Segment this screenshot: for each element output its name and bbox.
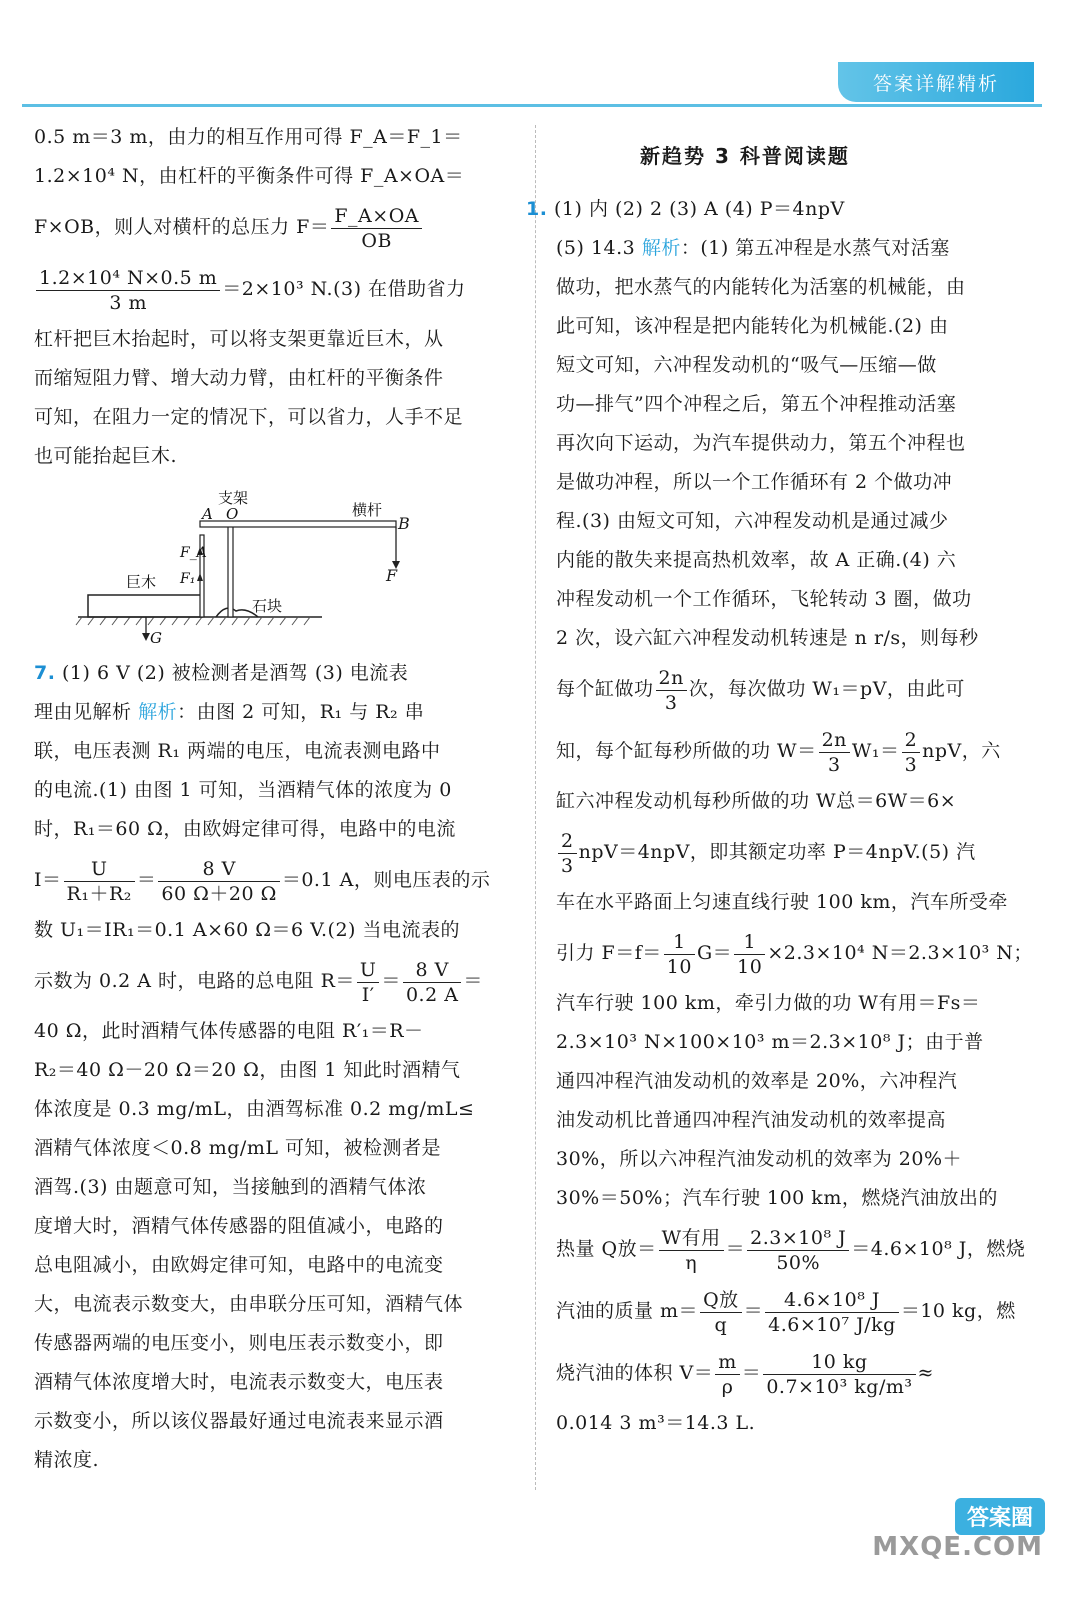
text-line: 缸六冲程发动机每秒所做的功 W总＝6W＝6× <box>556 790 957 812</box>
text-line: 每个缸做功 $\frac{2n}{3}$ 次，每次做功 W₁＝pV，由此可 <box>556 666 965 714</box>
text-line: 30%，所以六冲程汽油发动机的效率为 20%＋ <box>556 1148 963 1170</box>
right-column <box>526 190 1033 1443</box>
text-line: 0.014 3 m³＝14.3 L. <box>556 1412 756 1434</box>
text-line: 体浓度是 0.3 mg/mL，由酒驾标准 0.2 mg/mL≤ <box>34 1098 475 1120</box>
text-line: 总电阻减小，由欧姆定律可知，电路中的电流变 <box>34 1254 444 1276</box>
text-line: 功—排气”四个冲程之后，第五个冲程推动活塞 <box>556 393 957 415</box>
text-line: 内能的散失来提高热机效率，故 A 正确.(4) 六 <box>556 549 957 571</box>
text-line: 做功，把水蒸气的内能转化为活塞的机械能，由 <box>556 276 966 298</box>
label-zhijia: 支架 <box>218 489 249 507</box>
text-line: 而缩短阻力臂、增大动力臂，由杠杆的平衡条件 <box>34 367 444 389</box>
fraction: $\frac{\text{1.2×10⁴ N×0.5 m}}{3 m}$ <box>36 266 220 315</box>
text-line: 的电流.(1) 由图 1 可知，当酒精气体的浓度为 0 <box>34 779 452 801</box>
text-line: 酒驾.(3) 由题意可知，当接触到的酒精气体浓 <box>34 1176 427 1198</box>
label-F: F <box>386 566 398 585</box>
label-O: O <box>226 505 239 523</box>
text-line: 示数变小，所以该仪器最好通过电流表来显示酒 <box>34 1410 444 1432</box>
lever-diagram <box>76 485 383 647</box>
section-tab: 答案详解精析 <box>838 62 1034 102</box>
label-jumu: 巨木 <box>126 573 157 591</box>
text-line: 引力 F＝f＝ $\frac{1}{10}$ G＝ $\frac{1}{10}$ ×2.3×10⁴ N＝2.3×10³ N； <box>556 930 1033 978</box>
text-line: 汽油的质量 m＝ $\frac{\text{Q放}}{q}$ ＝ $\frac{\text{4.6×10⁸ J}}{\text{4.6×10⁷ J/kg}}$ ＝10 kg，燃 <box>556 1288 1016 1336</box>
text-line: 1. (1) 内 (2) 2 (3) A (4) P＝4npV <box>526 198 845 220</box>
text-line: 2.3×10³ N×100×10³ m＝2.3×10⁸ J；由于普 <box>556 1031 984 1053</box>
text-line: 30%＝50%；汽车行驶 100 km，燃烧汽油放出的 <box>556 1187 998 1209</box>
text-line: 热量 Q放＝ $\frac{\text{W有用}}{\eta}$ ＝ $\frac{\text{2.3×10⁸ J}}{50\%}$ ＝4.6×10⁸ J，燃烧 <box>556 1226 1026 1274</box>
text-line: 40 Ω，此时酒精气体传感器的电阻 R′₁＝R－ <box>34 1020 424 1042</box>
label-G: G <box>150 629 162 647</box>
text-line: 知，每个缸每秒所做的功 W＝ $\frac{2n}{3}$ W₁＝ $\frac{2}{3}$ npV，六 <box>556 728 1001 776</box>
text-line: 通四冲程汽油发动机的效率是 20%，六冲程汽 <box>556 1070 958 1092</box>
section-title: 新趋势 3 科普阅读题 <box>640 144 850 168</box>
text-line: 程.(3) 由短文可知，六冲程发动机是通过减少 <box>556 510 949 532</box>
text-line: 冲程发动机一个工作循环，飞轮转动 3 圈，做功 <box>556 588 972 610</box>
text-line: 2 次，设六缸六冲程发动机转速是 n r/s，则每秒 <box>556 627 979 649</box>
text-line: 再次向下运动，为汽车提供动力，第五个冲程也 <box>556 432 966 454</box>
label-shikuai: 石块 <box>252 597 283 615</box>
text-line: 示数为 0.2 A 时，电路的总电阻 R＝ $\frac{U}{I'}$ ＝ $\frac{8 V}{0.2 A}$ ＝ <box>34 958 483 1006</box>
left-column <box>34 118 496 476</box>
label-henggan: 横杆 <box>352 501 383 519</box>
text-line: $\frac{\text{1.2×10⁴ N×0.5 m}}{3 m}$ ＝2×10³ N.(3) 在借助省力 <box>34 258 496 320</box>
label-B: B <box>398 514 410 533</box>
label-A: A <box>202 505 213 523</box>
fraction: $\frac{F\_A\times OA}{OB}$ <box>331 204 422 253</box>
text-line: 大，电流表示数变大，由串联分压可知，酒精气体 <box>34 1293 464 1315</box>
text-line: 此可知，该冲程是把内能转化为机械能.(2) 由 <box>556 315 949 337</box>
text-line: 精浓度. <box>34 1449 100 1471</box>
text-line: 7. (1) 6 V (2) 被检测者是酒驾 (3) 电流表 <box>34 662 409 684</box>
text-line: 杠杆把巨木抬起时，可以将支架更靠近巨木，从 <box>34 328 444 350</box>
text-line: 传感器两端的电压变小，则电压表示数变小，即 <box>34 1332 444 1354</box>
text-line: 时，R₁＝60 Ω，由欧姆定律可得，电路中的电流 <box>34 818 456 840</box>
text-line: 0.5 m＝3 m，由力的相互作用可得 F_A＝F_1＝ <box>34 126 463 148</box>
watermark-badge: 答案圈 <box>955 1498 1045 1535</box>
text-line: 度增大时，酒精气体传感器的阻值减小，电路的 <box>34 1215 444 1237</box>
text-line: F×OB，则人对横杆的总压力 F＝ $\frac{F\_A\times OA}{OB}$ <box>34 196 496 258</box>
text-line: $\frac{2}{3}$ npV＝4npV，即其额定功率 P＝4npV.(5) 汽 <box>556 821 1016 883</box>
text-line: 可知，在阻力一定的情况下，可以省力，人手不足 <box>34 406 464 428</box>
text-line: 数 U₁＝IR₁＝0.1 A×60 Ω＝6 V.(2) 当电流表的 <box>34 919 460 941</box>
text-line: 短文可知，六冲程发动机的“吸气—压缩—做 <box>556 354 937 376</box>
text-line: 也可能抬起巨木. <box>34 445 178 467</box>
column-divider <box>535 125 536 1490</box>
text-line: R₂＝40 Ω－20 Ω＝20 Ω，由图 1 知此时酒精气 <box>34 1059 461 1081</box>
text-line: 联，电压表测 R₁ 两端的电压，电流表测电路中 <box>34 740 441 762</box>
text-line: 是做功冲程，所以一个工作循环有 2 个做功冲 <box>556 471 953 493</box>
log-shape <box>88 595 202 617</box>
text-line: 油发动机比普通四冲程汽油发动机的效率提高 <box>556 1109 947 1131</box>
label-F1: F₁ <box>180 571 196 587</box>
header-rule <box>22 104 1042 107</box>
text-line: 理由见解析 解析：由图 2 可知，R₁ 与 R₂ 串 <box>34 701 425 723</box>
text-line: 1.2×10⁴ N，由杠杆的平衡条件可得 F_A×OA＝ <box>34 165 465 187</box>
watermark-site: MXQE.COM <box>872 1532 1043 1562</box>
text-line: 酒精气体浓度增大时，电流表示数变大，电压表 <box>34 1371 444 1393</box>
text-line: 烧汽油的体积 V＝ $\frac{m}{\rho}$ ＝ $\frac{10 kg}{\text{0.7×10³ kg/m³}}$ ≈ <box>556 1350 934 1398</box>
text-line: 酒精气体浓度＜0.8 mg/mL 可知，被检测者是 <box>34 1137 442 1159</box>
text-line: 车在水平路面上匀速直线行驶 100 km，汽车所受牵 <box>556 891 1008 913</box>
label-FA: F_A <box>180 545 207 561</box>
text-line: (5) 14.3 解析：(1) 第五冲程是水蒸气对活塞 <box>556 237 950 259</box>
left-column-q7 <box>34 654 496 1480</box>
text-line: I＝ $\frac{U}{\text{R₁＋R₂}}$ ＝ $\frac{8 V}{60 \Omega+20 \Omega}$ ＝0.1 A，则电压表的示 <box>34 857 491 905</box>
watermark <box>872 1488 1055 1588</box>
text-line: 汽车行驶 100 km，牵引力做的功 W有用＝Fs＝ <box>556 992 981 1014</box>
